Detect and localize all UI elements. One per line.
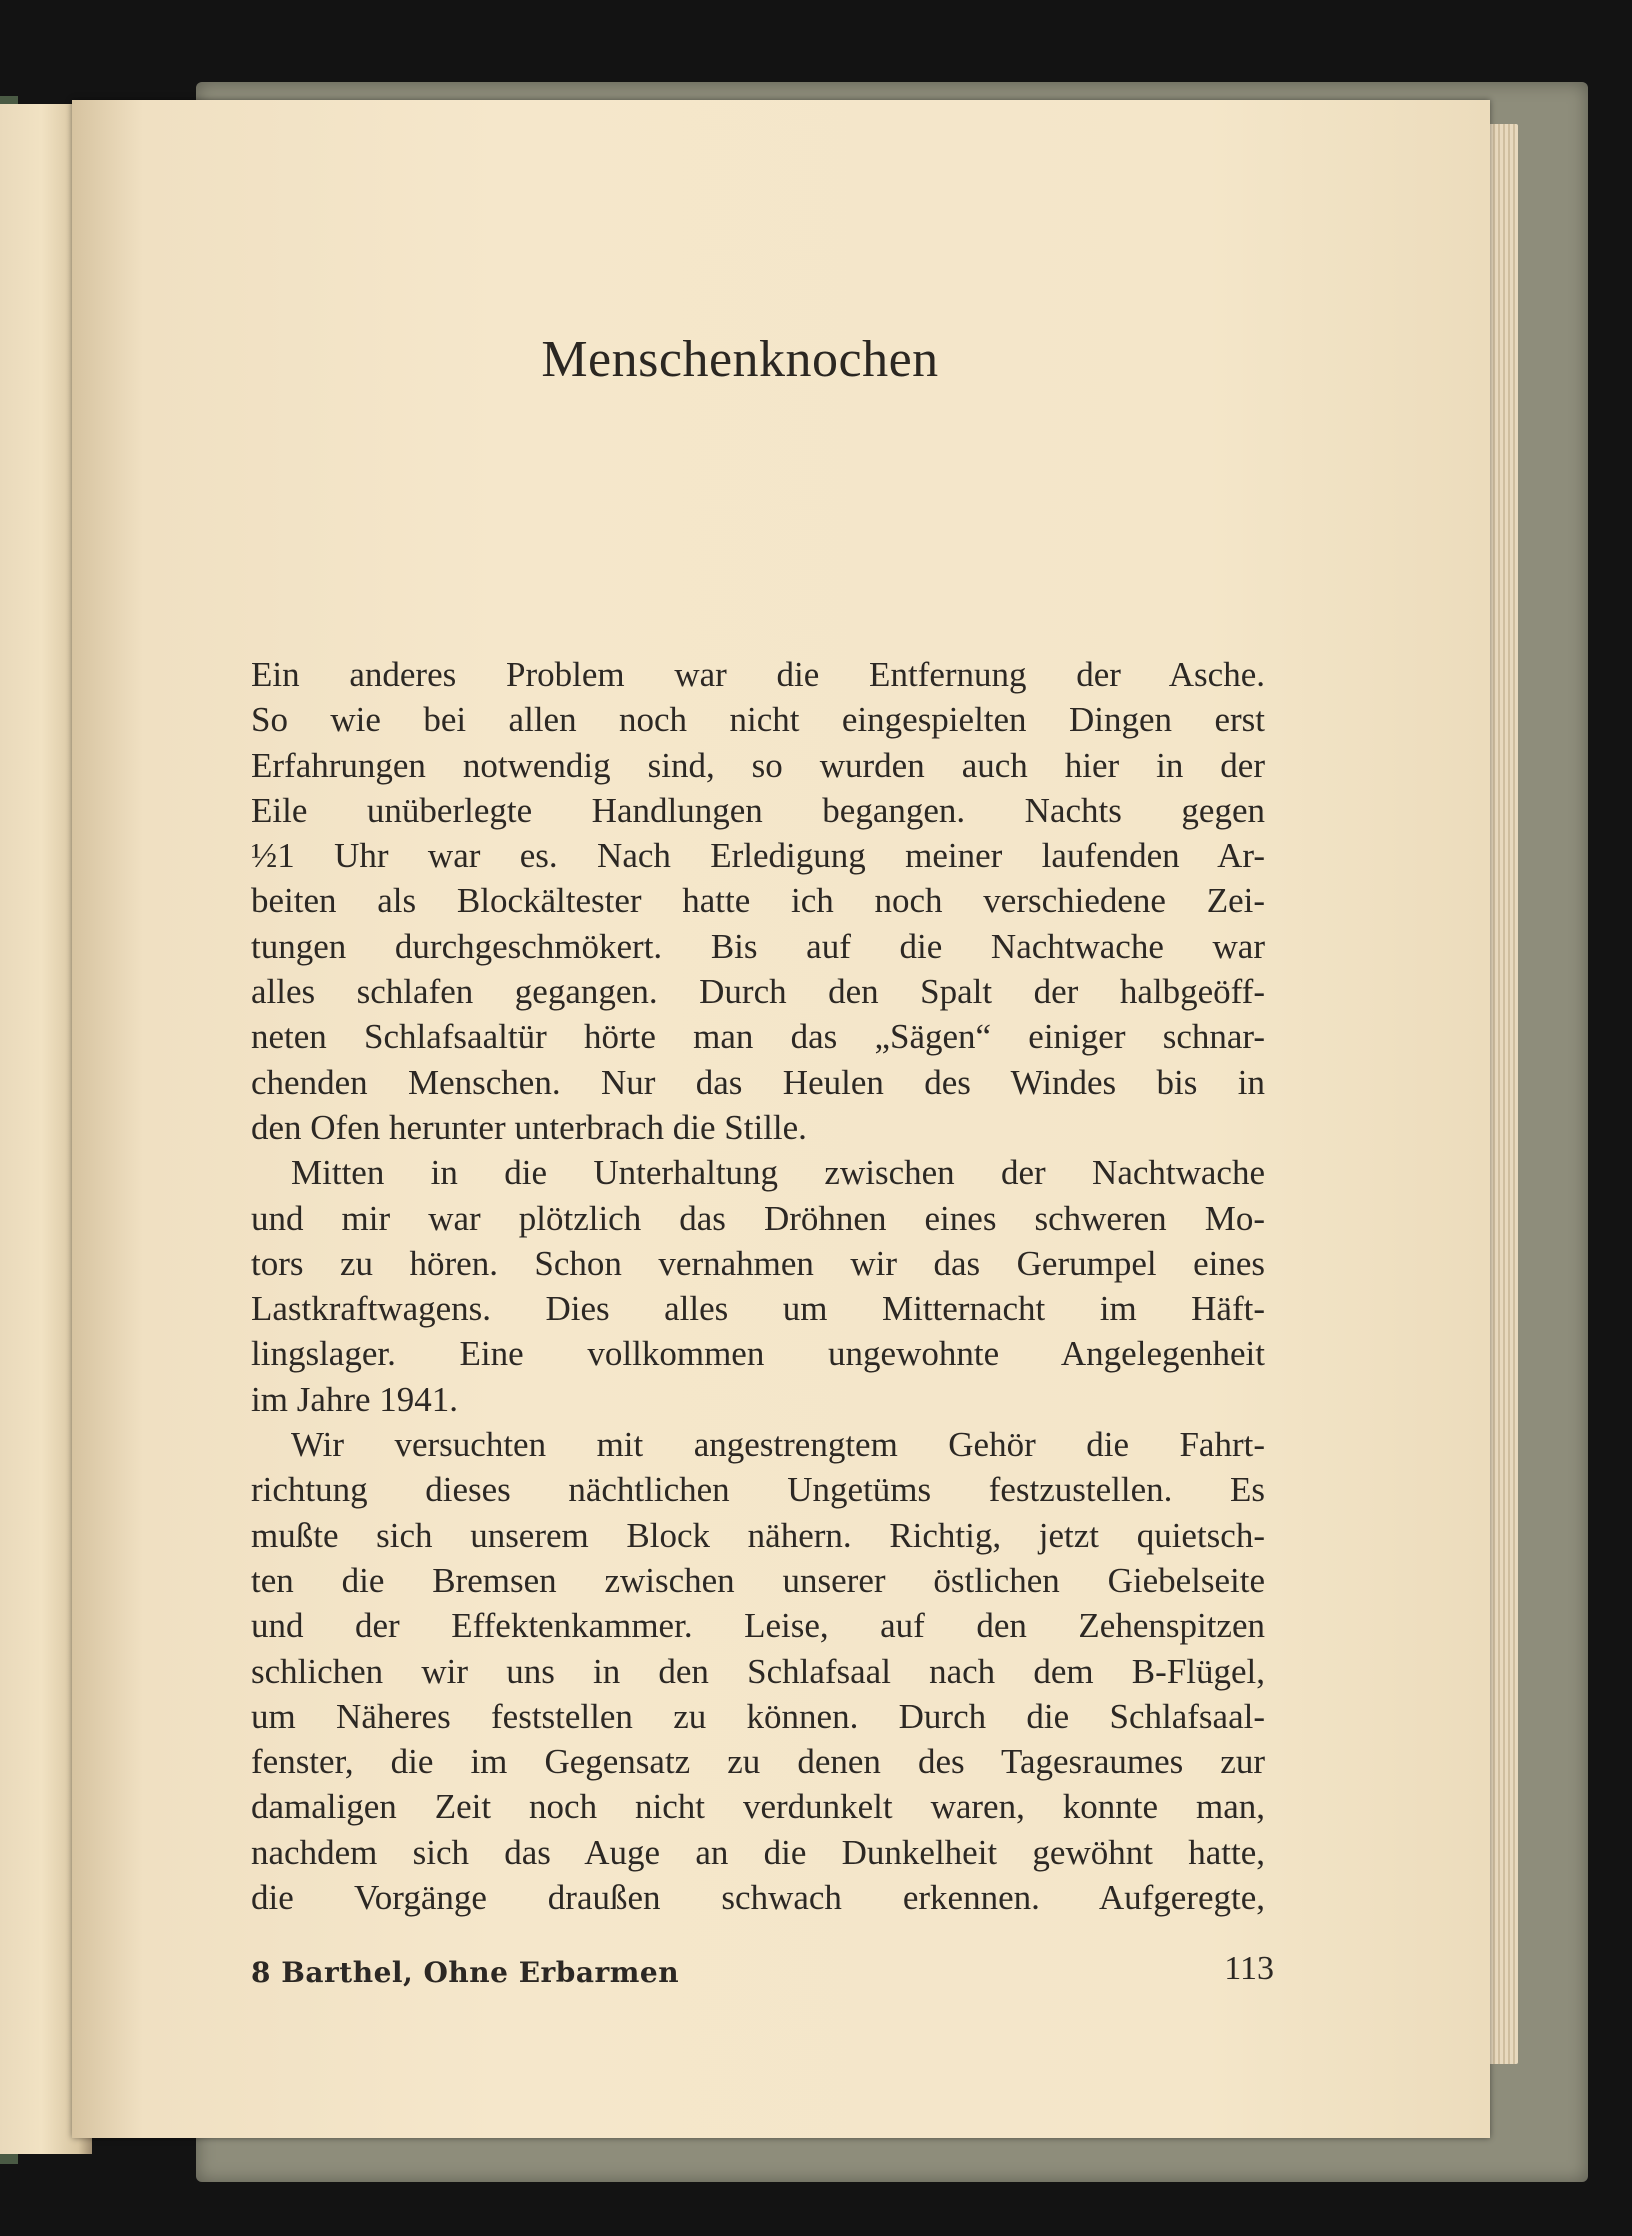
text-line: chenden Menschen. Nur das Heulen des Windes bis in [251,1062,1265,1102]
text-line: schlichen wir uns in den Schlafsaal nach dem B-Flügel, [251,1651,1265,1691]
text-line: fenster, die im Gegensatz zu denen des Tagesraumes zur [251,1742,1265,1782]
text-line: nachdem sich das Auge an die Dunkelheit gewöhnt hatte, [251,1832,1265,1872]
text-line: und mir war plötzlich das Dröhnen eines schweren Mo- [251,1198,1265,1238]
text-line: ten die Bremsen zwischen unserer östlichen Giebelseite [251,1560,1265,1600]
text-line: tungen durchgeschmökert. Bis auf die Nachtwache war [251,926,1265,966]
text-line: tors zu hören. Schon vernahmen wir das Gerumpel eines [251,1243,1265,1283]
text-line: Lastkraftwagens. Dies alles um Mitternacht im Häft- [251,1289,1265,1329]
text-line: beiten als Blockältester hatte ich noch verschiedene Zei- [251,881,1265,921]
text-line: richtung dieses nächtlichen Ungetüms festzustellen. Es [251,1470,1265,1510]
text-line: Erfahrungen notwendig sind, so wurden auch hier in der [251,745,1265,785]
text-line: Mitten in die Unterhaltung zwischen der Nachtwache [291,1153,1265,1193]
text-line: und der Effektenkammer. Leise, auf den Zehenspitzen [251,1606,1265,1646]
text-line: damaligen Zeit noch nicht verdunkelt waren, konnte man, [251,1787,1265,1827]
text-line: ½1 Uhr war es. Nach Erledigung meiner laufenden Ar- [251,836,1265,876]
text-line: alles schlafen gegangen. Durch den Spalt der halbgeöff- [251,972,1265,1012]
text-line: den Ofen herunter unterbrach die Stille. [251,1107,807,1147]
text-line: So wie bei allen noch nicht eingespielten Dingen erst [251,700,1265,740]
page-number: 113 [1224,1950,1274,1987]
text-line: um Näheres feststellen zu können. Durch die Schlafsaal- [251,1696,1265,1736]
text-line: neten Schlafsaaltür hörte man das „Sägen“ einiger schnar- [251,1017,1265,1057]
text-line: Ein anderes Problem war die Entfernung der Asche. [251,655,1265,694]
text-line: die Vorgänge draußen schwach erkennen. Aufgeregte, [251,1878,1265,1918]
text-line: im Jahre 1941. [251,1379,459,1419]
text-line: lingslager. Eine vollkommen ungewohnte Angelegenheit [251,1334,1265,1374]
text-line: Eile unüberlegte Handlungen begangen. Nachts gegen [251,790,1265,830]
chapter-title: Menschenknochen [541,331,939,388]
text-line: Wir versuchten mit angestrengtem Gehör die Fahrt- [291,1425,1265,1465]
signature-mark: 8 Barthel, Ohne Erbarmen [251,1956,680,1989]
text-line: mußte sich unserem Block nähern. Richtig, jetzt quietsch- [251,1515,1265,1555]
body-text [251,652,1265,1920]
